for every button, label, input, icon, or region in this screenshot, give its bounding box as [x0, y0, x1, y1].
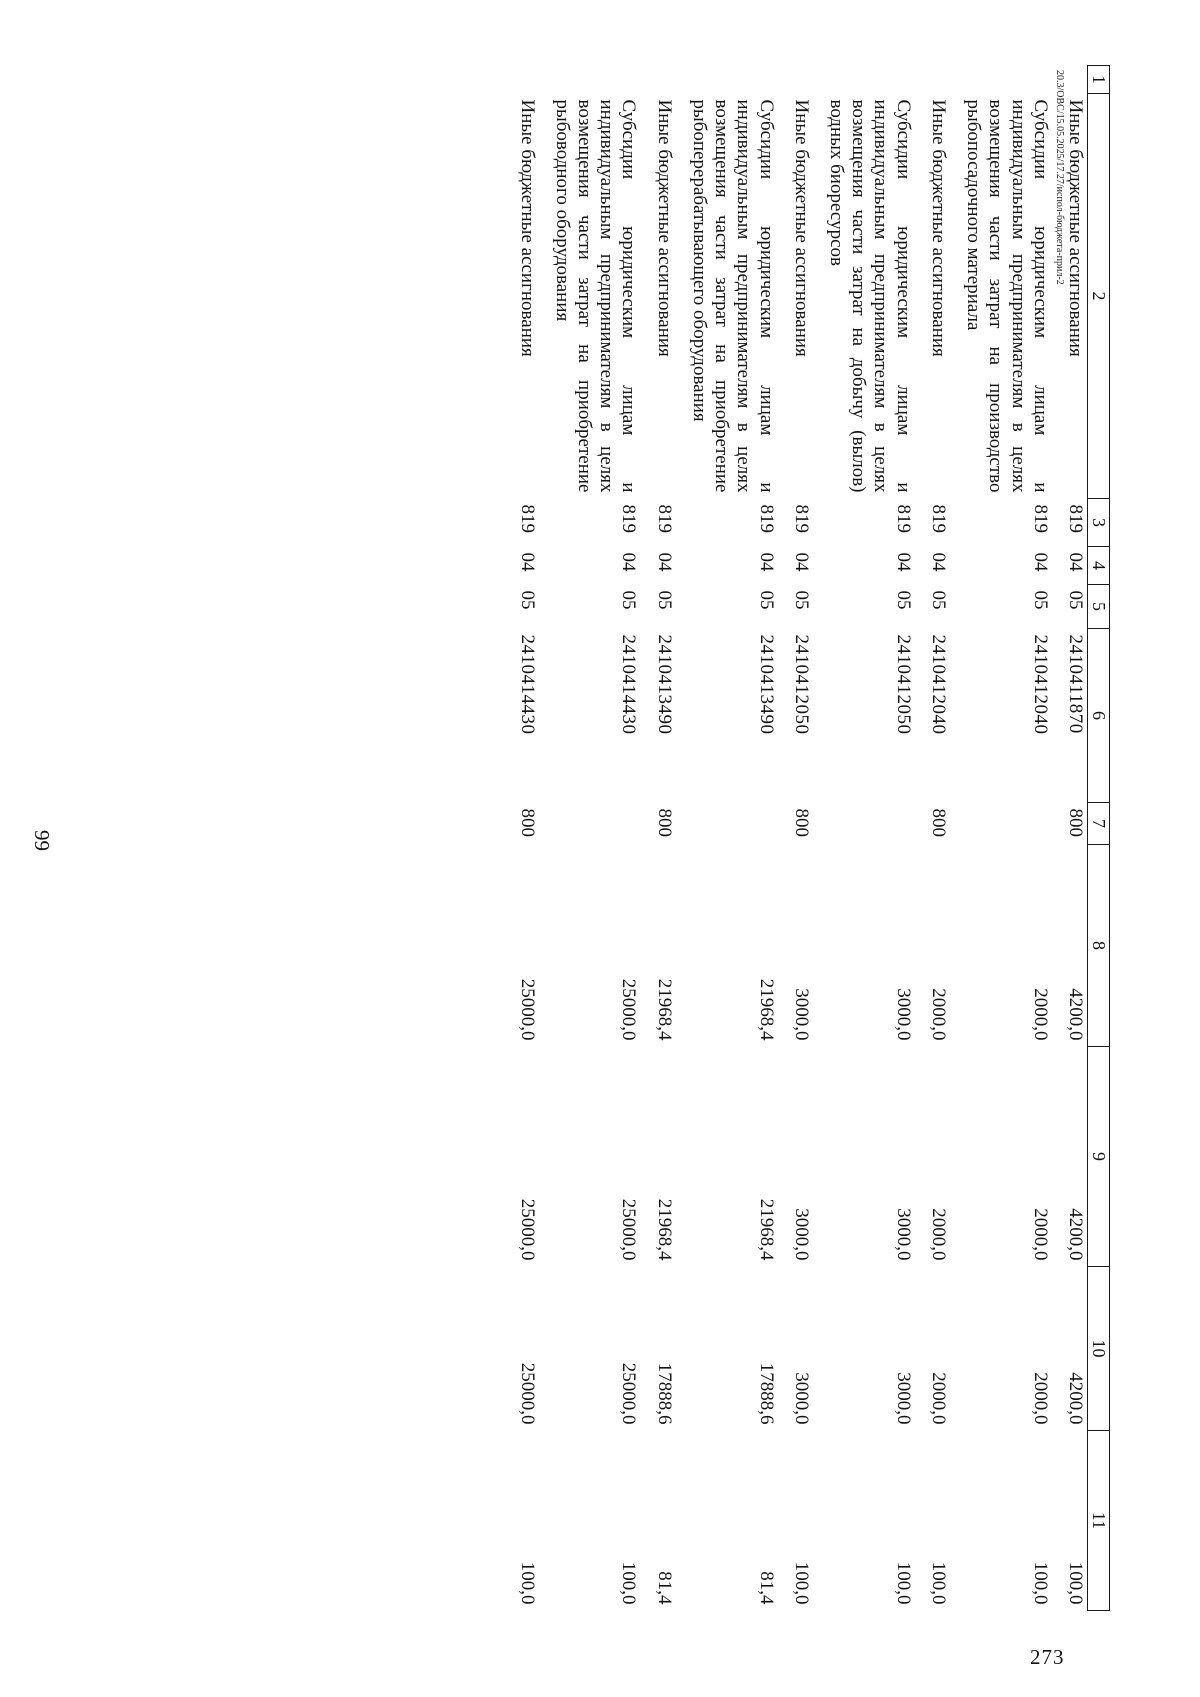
- column-header-1: 1: [1087, 66, 1109, 94]
- row-number: [915, 66, 950, 94]
- table-row: [503, 66, 538, 1611]
- item-name: Иные бюджетные ассигнования: [1064, 99, 1086, 357]
- section-code: 04: [927, 552, 949, 572]
- table-row: [539, 66, 641, 1611]
- row-number: [950, 66, 1052, 94]
- subsection-code: 05: [618, 590, 640, 610]
- ministry-code: 819: [755, 504, 777, 533]
- table-body: [503, 66, 1087, 1611]
- row-number: [503, 66, 538, 94]
- executed-amount: 3000,0: [790, 1372, 812, 1425]
- column-header-8: 8: [1087, 845, 1109, 1047]
- updated-amount: 21968,4: [653, 1198, 675, 1261]
- approved-amount: 3000,0: [790, 988, 812, 1041]
- target-code: 2410413490: [653, 634, 675, 735]
- execution-percent: 81,4: [755, 1571, 777, 1605]
- target-code: 2410414430: [618, 634, 640, 735]
- subsection-code: 05: [653, 590, 675, 610]
- updated-amount: 2000,0: [1029, 1208, 1051, 1261]
- subsection-code: 05: [1064, 590, 1086, 610]
- expense-type-code: [676, 803, 778, 845]
- row-number: [778, 66, 813, 94]
- approved-amount: 2000,0: [927, 988, 949, 1041]
- execution-percent: 100,0: [892, 1561, 914, 1605]
- execution-percent: 100,0: [790, 1561, 812, 1605]
- execution-percent: 100,0: [927, 1561, 949, 1605]
- expense-type-code: 800: [790, 808, 812, 837]
- column-header-3: 3: [1087, 499, 1109, 547]
- updated-amount: 25000,0: [618, 1198, 640, 1261]
- executed-amount: 25000,0: [516, 1362, 538, 1425]
- approved-amount: 4200,0: [1064, 988, 1086, 1041]
- ministry-code: 819: [892, 504, 914, 533]
- target-code: 2410413490: [755, 634, 777, 735]
- execution-percent: 100,0: [1029, 1561, 1051, 1605]
- target-code: 2410412040: [1029, 634, 1051, 735]
- column-header-4: 4: [1087, 547, 1109, 585]
- row-number: [813, 66, 915, 94]
- approved-amount: 2000,0: [1029, 988, 1051, 1041]
- subsection-code: 05: [755, 590, 777, 610]
- ministry-code: 819: [618, 504, 640, 533]
- expense-type-code: 800: [653, 808, 675, 837]
- execution-percent: 100,0: [516, 1561, 538, 1605]
- item-name: Иные бюджетные ассигнования: [653, 99, 675, 357]
- item-name: Субсидии юридическим лицам и индивидуальным предпринимателям в целях возмещения части затрат на добычу (вылов) водных биоресурсов: [825, 99, 914, 493]
- expense-type-code: 800: [516, 808, 538, 837]
- target-code: 2410412050: [892, 634, 914, 735]
- approved-amount: 25000,0: [618, 978, 640, 1041]
- approved-amount: 25000,0: [516, 978, 538, 1041]
- table-row: [640, 66, 675, 1611]
- ministry-code: 819: [927, 504, 949, 533]
- expense-type-code: [813, 803, 915, 845]
- budget-table: [503, 65, 1110, 1611]
- column-header-6: 6: [1087, 629, 1109, 803]
- column-header-9: 9: [1087, 1047, 1109, 1267]
- subsection-code: 05: [892, 590, 914, 610]
- table-row: [676, 66, 778, 1611]
- item-name: Субсидии юридическим лицам и индивидуальным предпринимателям в целях возмещения части затрат на производство рыбопосадочного материала: [963, 99, 1051, 493]
- expense-type-code: [539, 803, 641, 845]
- section-code: 04: [1029, 552, 1051, 572]
- executed-amount: 3000,0: [892, 1372, 914, 1425]
- column-header-7: 7: [1087, 803, 1109, 845]
- table-row: [778, 66, 813, 1611]
- target-code: 2410412040: [927, 634, 949, 735]
- item-name: Иные бюджетные ассигнования: [790, 99, 812, 357]
- table-row: [915, 66, 950, 1611]
- execution-percent: 100,0: [618, 1561, 640, 1605]
- executed-amount: 2000,0: [927, 1372, 949, 1425]
- subsection-code: 05: [516, 590, 538, 610]
- subsection-code: 05: [1029, 590, 1051, 610]
- table-row: [813, 66, 915, 1611]
- section-code: 04: [618, 552, 640, 572]
- updated-amount: 21968,4: [755, 1198, 777, 1261]
- section-code: 04: [755, 552, 777, 572]
- executed-amount: 17888,6: [653, 1362, 675, 1425]
- table-row: [950, 66, 1052, 1611]
- ministry-code: 819: [1064, 504, 1086, 533]
- executed-amount: 4200,0: [1064, 1372, 1086, 1425]
- target-code: 2410412050: [790, 634, 812, 735]
- page-number: 99: [30, 830, 54, 851]
- table-row: [1052, 66, 1088, 1611]
- item-name: Субсидии юридическим лицам и индивидуальным предпринимателям в целях возмещения части затрат на приобретение рыбоводного оборудования: [551, 99, 640, 493]
- executed-amount: 17888,6: [755, 1362, 777, 1425]
- table-header-row: [1087, 66, 1109, 1611]
- target-code: 2410411870: [1064, 634, 1086, 734]
- section-code: 04: [790, 552, 812, 572]
- footer-code: 20.3/ОВС/15.05.2025/17.27/испол-бюджета-прил-2: [1054, 70, 1065, 285]
- target-code: 2410414430: [516, 634, 538, 735]
- updated-amount: 3000,0: [790, 1208, 812, 1261]
- section-code: 04: [892, 552, 914, 572]
- execution-percent: 100,0: [1064, 1561, 1086, 1605]
- row-number: [539, 66, 641, 94]
- ministry-code: 819: [790, 504, 812, 533]
- item-name: Иные бюджетные ассигнования: [516, 99, 538, 357]
- section-code: 04: [516, 552, 538, 572]
- sheet-number: 273: [1030, 1645, 1065, 1669]
- updated-amount: 3000,0: [892, 1208, 914, 1261]
- updated-amount: 4200,0: [1064, 1208, 1086, 1261]
- execution-percent: 81,4: [653, 1571, 675, 1605]
- item-name: Иные бюджетные ассигнования: [927, 99, 949, 357]
- subsection-code: 05: [790, 590, 812, 610]
- updated-amount: 25000,0: [516, 1198, 538, 1261]
- section-code: 04: [653, 552, 675, 572]
- row-number: [640, 66, 675, 94]
- column-header-11: 11: [1087, 1431, 1109, 1611]
- column-header-5: 5: [1087, 585, 1109, 629]
- column-header-10: 10: [1087, 1267, 1109, 1431]
- expense-type-code: [950, 803, 1052, 845]
- ministry-code: 819: [653, 504, 675, 533]
- ministry-code: 819: [1029, 504, 1051, 533]
- expense-type-code: 800: [1064, 808, 1086, 837]
- column-header-2: 2: [1087, 94, 1109, 499]
- section-code: 04: [1064, 552, 1086, 572]
- executed-amount: 25000,0: [618, 1362, 640, 1425]
- item-name: Субсидии юридическим лицам и индивидуальным предпринимателям в целях возмещения части затрат на приобретение рыбоперерабатывающего оборудования: [688, 99, 777, 493]
- ministry-code: 819: [516, 504, 538, 533]
- executed-amount: 2000,0: [1029, 1372, 1051, 1425]
- subsection-code: 05: [927, 590, 949, 610]
- approved-amount: 21968,4: [755, 978, 777, 1041]
- approved-amount: 3000,0: [892, 988, 914, 1041]
- rotated-table-container: [170, 65, 1110, 1610]
- row-number: [676, 66, 778, 94]
- expense-type-code: 800: [927, 808, 949, 837]
- approved-amount: 21968,4: [653, 978, 675, 1041]
- updated-amount: 2000,0: [927, 1208, 949, 1261]
